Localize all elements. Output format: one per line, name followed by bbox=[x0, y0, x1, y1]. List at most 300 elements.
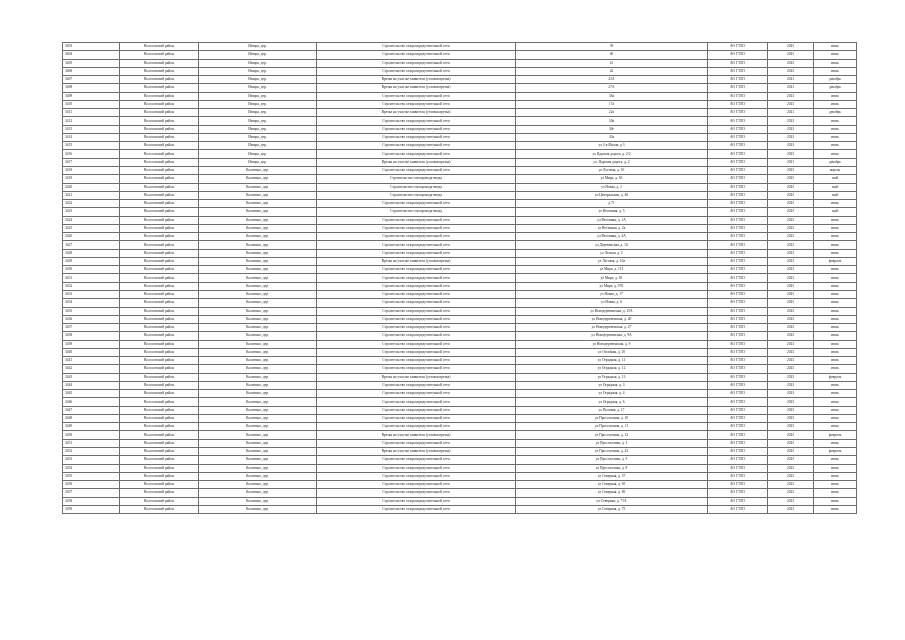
contractor-cell: АО ГТЛО bbox=[708, 92, 768, 100]
district-cell: Волосовский район bbox=[120, 315, 199, 323]
settlement-cell: Калитино, дер. bbox=[199, 505, 317, 513]
contractor-cell: АО ГТЛО bbox=[708, 348, 768, 356]
row-number: 3452 bbox=[63, 448, 120, 456]
month-cell: июль bbox=[814, 423, 857, 431]
district-cell: Волосовский район bbox=[120, 92, 199, 100]
row-number: 3428 bbox=[63, 249, 120, 257]
row-number: 3454 bbox=[63, 464, 120, 472]
year-cell: 2023 bbox=[768, 431, 814, 439]
settlement-cell: Калитино, дер. bbox=[199, 200, 317, 208]
district-cell: Волосовский район bbox=[120, 340, 199, 348]
work-type-cell: Врезка на участке заявителя (угловая врезка) bbox=[317, 84, 516, 92]
district-cell: Волосовский район bbox=[120, 489, 199, 497]
table-row bbox=[63, 150, 857, 158]
settlement-cell: Калитино, дер. bbox=[199, 414, 317, 422]
address-cell: ул Весенняя, д. 4А bbox=[516, 233, 708, 241]
work-type-cell: Строительство газопровода-ввода bbox=[317, 183, 516, 191]
contractor-cell: АО ГТЛО bbox=[708, 266, 768, 274]
table-row bbox=[63, 100, 857, 108]
row-number: 3430 bbox=[63, 266, 120, 274]
year-cell: 2023 bbox=[768, 472, 814, 480]
settlement-cell: Калитино, дер. bbox=[199, 299, 317, 307]
work-type-cell: Строительство газораспределительной сети bbox=[317, 290, 516, 298]
year-cell: 2023 bbox=[768, 406, 814, 414]
district-cell: Волосовский район bbox=[120, 233, 199, 241]
address-cell: д.71 bbox=[516, 200, 708, 208]
contractor-cell: АО ГТЛО bbox=[708, 100, 768, 108]
district-cell: Волосовский район bbox=[120, 216, 199, 224]
work-type-cell: Врезка на участке заявителя (угловая врезка) bbox=[317, 76, 516, 84]
settlement-cell: Калитино, дер. bbox=[199, 166, 317, 174]
year-cell: 2023 bbox=[768, 439, 814, 447]
address-cell: 42 bbox=[516, 67, 708, 75]
settlement-cell: Калитино, дер. bbox=[199, 282, 317, 290]
district-cell: Волосовский район bbox=[120, 481, 199, 489]
row-number: 3408 bbox=[63, 84, 120, 92]
contractor-cell: АО ГТЛО bbox=[708, 406, 768, 414]
month-cell: июль bbox=[814, 365, 857, 373]
contractor-cell: АО ГТЛО bbox=[708, 216, 768, 224]
contractor-cell: АО ГТЛО bbox=[708, 439, 768, 447]
year-cell: 2021 bbox=[768, 84, 814, 92]
year-cell: 2023 bbox=[768, 59, 814, 67]
month-cell: июль bbox=[814, 200, 857, 208]
district-cell: Волосовский район bbox=[120, 431, 199, 439]
year-cell: 2023 bbox=[768, 505, 814, 513]
row-number: 3403 bbox=[63, 43, 120, 51]
table-row bbox=[63, 117, 857, 125]
district-cell: Волосовский район bbox=[120, 166, 199, 174]
settlement-cell: Калитино, дер. bbox=[199, 464, 317, 472]
work-type-cell: Строительство газопровода-ввода bbox=[317, 175, 516, 183]
year-cell: 2023 bbox=[768, 357, 814, 365]
row-number: 3410 bbox=[63, 100, 120, 108]
district-cell: Волосовский район bbox=[120, 390, 199, 398]
work-type-cell: Строительство газораспределительной сети bbox=[317, 472, 516, 480]
address-cell: ул Оградная, д. 3 bbox=[516, 381, 708, 389]
settlement-cell: Калитино, дер. bbox=[199, 390, 317, 398]
work-type-cell: Врезка на участке заявителя (угловая врезка) bbox=[317, 158, 516, 166]
work-type-cell: Строительство газораспределительной сети bbox=[317, 125, 516, 133]
contractor-cell: АО ГТЛО bbox=[708, 241, 768, 249]
table-row bbox=[63, 423, 857, 431]
work-type-cell: Строительство газораспределительной сети bbox=[317, 150, 516, 158]
district-cell: Волосовский район bbox=[120, 324, 199, 332]
year-cell: 2023 bbox=[768, 249, 814, 257]
settlement-cell: Калитино, дер. bbox=[199, 290, 317, 298]
district-cell: Волосовский район bbox=[120, 456, 199, 464]
table-row bbox=[63, 290, 857, 298]
month-cell: май bbox=[814, 208, 857, 216]
month-cell: июль bbox=[814, 216, 857, 224]
contractor-cell: АО ГТЛО bbox=[708, 200, 768, 208]
contractor-cell: АО ГТЛО bbox=[708, 414, 768, 422]
month-cell: июль bbox=[814, 472, 857, 480]
contractor-cell: АО ГТЛО bbox=[708, 299, 768, 307]
table-row bbox=[63, 497, 857, 505]
year-cell: 2023 bbox=[768, 233, 814, 241]
settlement-cell: Калитино, дер. bbox=[199, 332, 317, 340]
address-cell: ул Лесная, д. 2 bbox=[516, 249, 708, 257]
work-type-cell: Строительство газораспределительной сети bbox=[317, 390, 516, 398]
settlement-cell: Извара, дер. bbox=[199, 92, 317, 100]
address-cell: ул Мира, д. 63 bbox=[516, 175, 708, 183]
district-cell: Волосовский район bbox=[120, 365, 199, 373]
work-type-cell: Строительство газораспределительной сети bbox=[317, 489, 516, 497]
settlement-cell: Калитино, дер. bbox=[199, 423, 317, 431]
month-cell: февраль bbox=[814, 373, 857, 381]
settlement-cell: Калитино, дер. bbox=[199, 216, 317, 224]
address-cell: 17а bbox=[516, 100, 708, 108]
month-cell: июль bbox=[814, 307, 857, 315]
row-number: 3443 bbox=[63, 373, 120, 381]
row-number: 3451 bbox=[63, 439, 120, 447]
district-cell: Волосовский район bbox=[120, 158, 199, 166]
row-number: 3424 bbox=[63, 216, 120, 224]
row-number: 3438 bbox=[63, 332, 120, 340]
table-row bbox=[63, 481, 857, 489]
district-cell: Волосовский район bbox=[120, 307, 199, 315]
row-number: 3449 bbox=[63, 423, 120, 431]
work-type-cell: Строительство газораспределительной сети bbox=[317, 365, 516, 373]
district-cell: Волосовский район bbox=[120, 398, 199, 406]
month-cell: июль bbox=[814, 340, 857, 348]
row-number: 3423 bbox=[63, 208, 120, 216]
address-cell: 43а bbox=[516, 133, 708, 141]
contractor-cell: АО ГТЛО bbox=[708, 133, 768, 141]
contractor-cell: АО ГТЛО bbox=[708, 274, 768, 282]
month-cell: июль bbox=[814, 348, 857, 356]
table-row bbox=[63, 439, 857, 447]
address-cell: 40 bbox=[516, 51, 708, 59]
address-cell: ул Весенняя, д. 2а bbox=[516, 224, 708, 232]
month-cell: май bbox=[814, 191, 857, 199]
address-cell: ул Оградная, д. 11 bbox=[516, 357, 708, 365]
address-cell: ул Новодеревенская, д. 9А bbox=[516, 332, 708, 340]
settlement-cell: Калитино, дер. bbox=[199, 208, 317, 216]
month-cell: июль bbox=[814, 92, 857, 100]
work-type-cell: Строительство газораспределительной сети bbox=[317, 307, 516, 315]
month-cell: июль bbox=[814, 381, 857, 389]
address-cell: ул Северная, д. 57 bbox=[516, 472, 708, 480]
month-cell: июль bbox=[814, 249, 857, 257]
district-cell: Волосовский район bbox=[120, 257, 199, 265]
year-cell: 2023 bbox=[768, 481, 814, 489]
year-cell: 2023 bbox=[768, 142, 814, 150]
month-cell: июль bbox=[814, 489, 857, 497]
row-number: 3421 bbox=[63, 191, 120, 199]
contractor-cell: АО ГТЛО bbox=[708, 59, 768, 67]
table-row bbox=[63, 208, 857, 216]
table-row bbox=[63, 324, 857, 332]
work-type-cell: Строительство газораспределительной сети bbox=[317, 266, 516, 274]
contractor-cell: АО ГТЛО bbox=[708, 282, 768, 290]
row-number: 3435 bbox=[63, 307, 120, 315]
year-cell: 2023 bbox=[768, 43, 814, 51]
contractor-cell: АО ГТЛО bbox=[708, 340, 768, 348]
district-cell: Волосовский район bbox=[120, 406, 199, 414]
row-number: 3415 bbox=[63, 142, 120, 150]
row-number: 3416 bbox=[63, 150, 120, 158]
work-type-cell: Строительство газораспределительной сети bbox=[317, 348, 516, 356]
table-row bbox=[63, 373, 857, 381]
contractor-cell: АО ГТЛО bbox=[708, 505, 768, 513]
month-cell: июль bbox=[814, 51, 857, 59]
address-cell: ул Царская дорога, д. 2/2 bbox=[516, 150, 708, 158]
table-row bbox=[63, 224, 857, 232]
district-cell: Волосовский район bbox=[120, 208, 199, 216]
contractor-cell: АО ГТЛО bbox=[708, 365, 768, 373]
address-cell: ул Новодеревенская, д. 15А bbox=[516, 307, 708, 315]
district-cell: Волосовский район bbox=[120, 43, 199, 51]
year-cell: 2023 bbox=[768, 67, 814, 75]
year-cell: 2023 bbox=[768, 497, 814, 505]
work-type-cell: Строительство газораспределительной сети bbox=[317, 224, 516, 232]
settlement-cell: Извара, дер. bbox=[199, 125, 317, 133]
year-cell: 2023 bbox=[768, 423, 814, 431]
district-cell: Волосовский район bbox=[120, 59, 199, 67]
table-row bbox=[63, 505, 857, 513]
month-cell: июль bbox=[814, 299, 857, 307]
address-cell: ул Луговая, д. 16 bbox=[516, 166, 708, 174]
address-cell: 30а bbox=[516, 117, 708, 125]
table-row bbox=[63, 299, 857, 307]
row-number: 3420 bbox=[63, 183, 120, 191]
work-type-cell: Врезка на участке заявителя (угловая врезка) bbox=[317, 431, 516, 439]
district-cell: Волосовский район bbox=[120, 414, 199, 422]
settlement-cell: Калитино, дер. bbox=[199, 175, 317, 183]
table-row bbox=[63, 51, 857, 59]
row-number: 3434 bbox=[63, 299, 120, 307]
district-cell: Волосовский район bbox=[120, 282, 199, 290]
contractor-cell: АО ГТЛО bbox=[708, 390, 768, 398]
address-cell: 22а bbox=[516, 109, 708, 117]
work-type-cell: Строительство газораспределительной сети bbox=[317, 332, 516, 340]
address-cell: 27А bbox=[516, 84, 708, 92]
settlement-cell: Калитино, дер. bbox=[199, 274, 317, 282]
month-cell: июль bbox=[814, 332, 857, 340]
district-cell: Волосовский район bbox=[120, 125, 199, 133]
work-type-cell: Строительство газораспределительной сети bbox=[317, 282, 516, 290]
address-cell: ул Проселочная, д. 43 bbox=[516, 448, 708, 456]
district-cell: Волосовский район bbox=[120, 373, 199, 381]
work-type-cell: Строительство газораспределительной сети bbox=[317, 324, 516, 332]
work-type-cell: Строительство газораспределительной сети bbox=[317, 117, 516, 125]
row-number: 3413 bbox=[63, 125, 120, 133]
settlement-cell: Калитино, дер. bbox=[199, 431, 317, 439]
address-cell: ул Мира, д. 113 bbox=[516, 266, 708, 274]
settlement-cell: Калитино, дер. bbox=[199, 249, 317, 257]
district-cell: Волосовский район bbox=[120, 497, 199, 505]
table-row bbox=[63, 67, 857, 75]
year-cell: 2023 bbox=[768, 414, 814, 422]
address-cell: 41 bbox=[516, 59, 708, 67]
year-cell: 2023 bbox=[768, 133, 814, 141]
year-cell: 2023 bbox=[768, 324, 814, 332]
contractor-cell: АО ГТЛО bbox=[708, 481, 768, 489]
row-number: 3404 bbox=[63, 51, 120, 59]
gasification-schedule-table bbox=[62, 42, 857, 514]
year-cell: 2023 bbox=[768, 117, 814, 125]
district-cell: Волосовский район bbox=[120, 464, 199, 472]
work-type-cell: Врезка на участке заявителя (угловая врезка) bbox=[317, 257, 516, 265]
address-cell: ул 2-я Малая, д 3 bbox=[516, 142, 708, 150]
row-number: 3458 bbox=[63, 497, 120, 505]
district-cell: Волосовский район bbox=[120, 448, 199, 456]
contractor-cell: АО ГТЛО bbox=[708, 357, 768, 365]
district-cell: Волосовский район bbox=[120, 51, 199, 59]
year-cell: 2023 bbox=[768, 373, 814, 381]
district-cell: Волосовский район bbox=[120, 224, 199, 232]
row-number: 3405 bbox=[63, 59, 120, 67]
work-type-cell: Строительство газораспределительной сети bbox=[317, 299, 516, 307]
month-cell: апрель bbox=[814, 166, 857, 174]
year-cell: 2021 bbox=[768, 76, 814, 84]
work-type-cell: Строительство газораспределительной сети bbox=[317, 414, 516, 422]
month-cell: декабрь bbox=[814, 109, 857, 117]
table-row bbox=[63, 489, 857, 497]
settlement-cell: Калитино, дер. bbox=[199, 348, 317, 356]
address-cell: ул Проселочная, д. 11 bbox=[516, 423, 708, 431]
month-cell: декабрь bbox=[814, 84, 857, 92]
address-cell: ул Центральная, д. 40 bbox=[516, 191, 708, 199]
year-cell: 2023 bbox=[768, 166, 814, 174]
row-number: 3457 bbox=[63, 489, 120, 497]
month-cell: май bbox=[814, 175, 857, 183]
table-row bbox=[63, 406, 857, 414]
row-number: 3406 bbox=[63, 67, 120, 75]
row-number: 3448 bbox=[63, 414, 120, 422]
contractor-cell: АО ГТЛО bbox=[708, 109, 768, 117]
settlement-cell: Калитино, дер. bbox=[199, 365, 317, 373]
table-row bbox=[63, 456, 857, 464]
settlement-cell: Калитино, дер. bbox=[199, 481, 317, 489]
table-row bbox=[63, 76, 857, 84]
contractor-cell: АО ГТЛО bbox=[708, 257, 768, 265]
contractor-cell: АО ГТЛО bbox=[708, 431, 768, 439]
year-cell: 2023 bbox=[768, 224, 814, 232]
row-number: 3442 bbox=[63, 365, 120, 373]
work-type-cell: Строительство газораспределительной сети bbox=[317, 249, 516, 257]
settlement-cell: Калитино, дер. bbox=[199, 406, 317, 414]
address-cell: 30г bbox=[516, 125, 708, 133]
settlement-cell: Извара, дер. bbox=[199, 59, 317, 67]
table-row bbox=[63, 464, 857, 472]
address-cell: ул Оградная, д. 6 bbox=[516, 398, 708, 406]
table-row bbox=[63, 200, 857, 208]
contractor-cell: АО ГТЛО bbox=[708, 183, 768, 191]
work-type-cell: Строительство газораспределительной сети bbox=[317, 67, 516, 75]
row-number: 3439 bbox=[63, 340, 120, 348]
table-row bbox=[63, 43, 857, 51]
row-number: 3453 bbox=[63, 456, 120, 464]
month-cell: июль bbox=[814, 439, 857, 447]
address-cell: 25А bbox=[516, 76, 708, 84]
address-cell: ул Оградная, д. 4 bbox=[516, 390, 708, 398]
district-cell: Волосовский район bbox=[120, 150, 199, 158]
month-cell: июль bbox=[814, 233, 857, 241]
contractor-cell: АО ГТЛО bbox=[708, 43, 768, 51]
work-type-cell: Строительство газораспределительной сети bbox=[317, 381, 516, 389]
settlement-cell: Калитино, дер. bbox=[199, 324, 317, 332]
month-cell: июль bbox=[814, 100, 857, 108]
work-type-cell: Строительство газораспределительной сети bbox=[317, 200, 516, 208]
row-number: 3436 bbox=[63, 315, 120, 323]
address-cell: ул Проселочная, д. 8 bbox=[516, 464, 708, 472]
table-row bbox=[63, 175, 857, 183]
work-type-cell: Строительство газораспределительной сети bbox=[317, 357, 516, 365]
month-cell: июль bbox=[814, 406, 857, 414]
settlement-cell: Калитино, дер. bbox=[199, 241, 317, 249]
address-cell: ул Луговая, д. 16а bbox=[516, 257, 708, 265]
row-number: 3431 bbox=[63, 274, 120, 282]
settlement-cell: Калитино, дер. bbox=[199, 448, 317, 456]
address-cell: ул. Царская дорога, д. 2 bbox=[516, 158, 708, 166]
table-row bbox=[63, 257, 857, 265]
table-row bbox=[63, 249, 857, 257]
row-number: 3429 bbox=[63, 257, 120, 265]
work-type-cell: Строительство газораспределительной сети bbox=[317, 464, 516, 472]
work-type-cell: Строительство газораспределительной сети bbox=[317, 59, 516, 67]
district-cell: Волосовский район bbox=[120, 274, 199, 282]
district-cell: Волосовский район bbox=[120, 423, 199, 431]
work-type-cell: Строительство газораспределительной сети bbox=[317, 315, 516, 323]
contractor-cell: АО ГТЛО bbox=[708, 142, 768, 150]
year-cell: 2023 bbox=[768, 290, 814, 298]
row-number: 3450 bbox=[63, 431, 120, 439]
address-cell: ул Новодеревенская, д. 20 bbox=[516, 315, 708, 323]
table-row bbox=[63, 348, 857, 356]
month-cell: февраль bbox=[814, 431, 857, 439]
table-row bbox=[63, 390, 857, 398]
work-type-cell: Строительство газораспределительной сети bbox=[317, 456, 516, 464]
row-number: 3437 bbox=[63, 324, 120, 332]
settlement-cell: Извара, дер. bbox=[199, 117, 317, 125]
work-type-cell: Строительство газопровода-ввода bbox=[317, 208, 516, 216]
year-cell: 2023 bbox=[768, 332, 814, 340]
month-cell: июль bbox=[814, 481, 857, 489]
work-type-cell: Строительство газораспределительной сети bbox=[317, 51, 516, 59]
month-cell: май bbox=[814, 183, 857, 191]
year-cell: 2023 bbox=[768, 464, 814, 472]
year-cell: 2023 bbox=[768, 381, 814, 389]
table-row bbox=[63, 365, 857, 373]
district-cell: Волосовский район bbox=[120, 117, 199, 125]
contractor-cell: АО ГТЛО bbox=[708, 290, 768, 298]
year-cell: 2023 bbox=[768, 92, 814, 100]
settlement-cell: Извара, дер. bbox=[199, 51, 317, 59]
address-cell: ул Северная, д. 69 bbox=[516, 489, 708, 497]
table-row bbox=[63, 216, 857, 224]
settlement-cell: Калитино, дер. bbox=[199, 224, 317, 232]
settlement-cell: Калитино, дер. bbox=[199, 257, 317, 265]
table-row bbox=[63, 357, 857, 365]
year-cell: 2023 bbox=[768, 208, 814, 216]
contractor-cell: АО ГТЛО bbox=[708, 497, 768, 505]
contractor-cell: АО ГТЛО bbox=[708, 224, 768, 232]
settlement-cell: Калитино, дер. bbox=[199, 183, 317, 191]
table-row bbox=[63, 233, 857, 241]
district-cell: Волосовский район bbox=[120, 67, 199, 75]
row-number: 3446 bbox=[63, 398, 120, 406]
settlement-cell: Калитино, дер. bbox=[199, 307, 317, 315]
district-cell: Волосовский район bbox=[120, 100, 199, 108]
work-type-cell: Строительство газораспределительной сети bbox=[317, 497, 516, 505]
settlement-cell: Извара, дер. bbox=[199, 100, 317, 108]
work-type-cell: Врезка на участке заявителя (угловая врезка) bbox=[317, 109, 516, 117]
contractor-cell: АО ГТЛО bbox=[708, 381, 768, 389]
row-number: 3418 bbox=[63, 166, 120, 174]
